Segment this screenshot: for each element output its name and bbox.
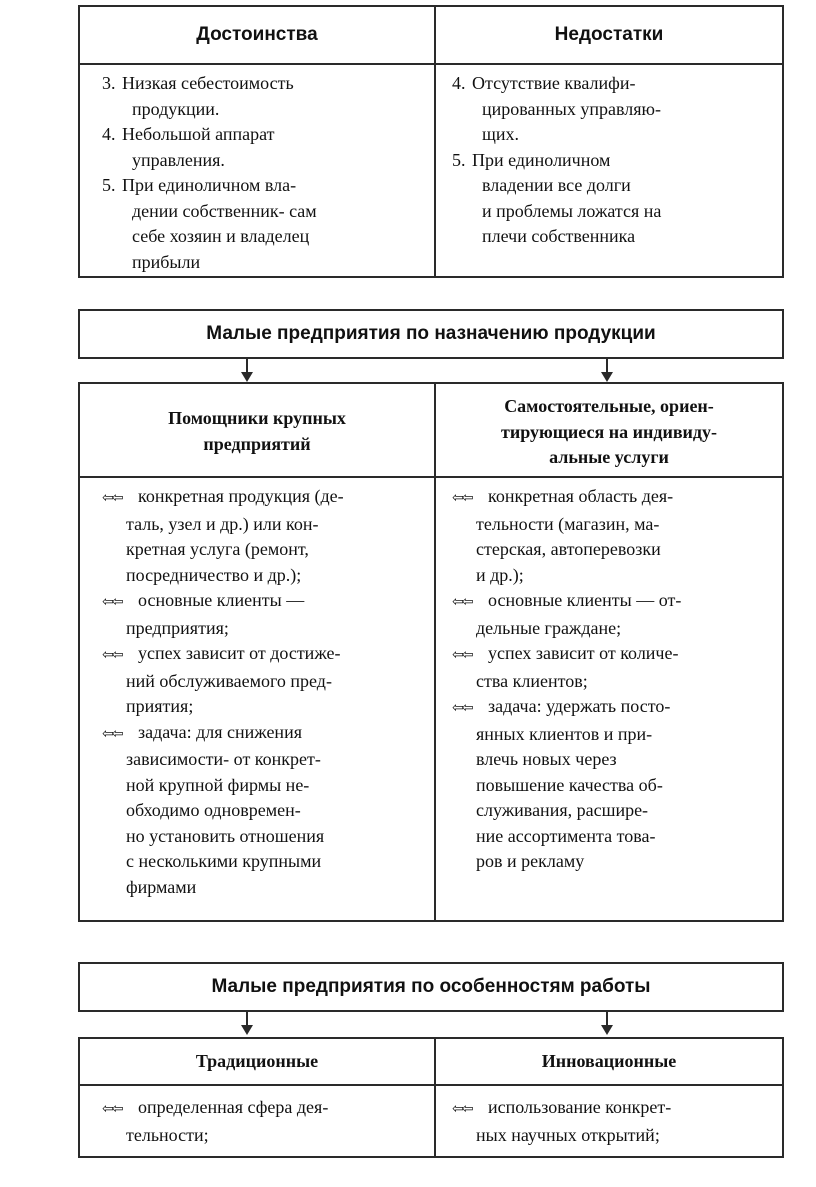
- arrow-left-2: [246, 1012, 248, 1026]
- disadvantages-list: [452, 71, 772, 250]
- list-line: [452, 641, 782, 669]
- header-line: тирующиеся на индивиду-: [500, 421, 718, 442]
- double-arrow-icon: ⇦⇦: [102, 725, 122, 742]
- independent-list: [452, 484, 782, 875]
- list-line: продукции.: [132, 98, 220, 119]
- list-line: и др.);: [476, 564, 524, 585]
- item-text: успех зависит от количе-: [488, 643, 679, 663]
- purpose-table: [78, 382, 784, 922]
- list-item: [452, 484, 782, 588]
- independent-header: [436, 394, 782, 471]
- header-line: Помощники крупных: [168, 408, 346, 428]
- list-line: ства клиентов;: [476, 670, 588, 691]
- list-line: себе хозяин и владелец: [132, 226, 310, 246]
- list-item: [452, 71, 772, 148]
- header-line: предприятий: [203, 433, 311, 454]
- list-line: [452, 484, 782, 512]
- advantages-header: Достоинства: [196, 24, 318, 45]
- list-line: приятия;: [126, 696, 194, 716]
- header-line: Самостоятельные, ориен-: [504, 396, 714, 416]
- innovative-list: [452, 1095, 782, 1148]
- item-text: конкретная область дея-: [488, 486, 674, 506]
- item-text: основные клиенты —: [138, 590, 305, 610]
- double-arrow-icon: ⇦⇦: [102, 647, 122, 663]
- list-line: [102, 122, 422, 148]
- arrow-left-1: [246, 359, 248, 373]
- list-line: ной крупной фирмы не-: [126, 774, 310, 795]
- list-item: [452, 148, 772, 250]
- list-item: [452, 694, 782, 875]
- advantages-table: [78, 5, 784, 278]
- list-line: стерская, автоперевозки: [476, 539, 661, 559]
- list-item: [102, 1095, 432, 1148]
- item-number: 5.: [452, 149, 466, 170]
- list-line: [102, 484, 432, 512]
- item-text: определенная сфера дея-: [138, 1097, 329, 1117]
- item-text: успех зависит от достиже-: [138, 643, 341, 663]
- item-text: Небольшой аппарат: [122, 124, 275, 144]
- list-line: владении все долги: [482, 175, 631, 195]
- list-item: [102, 122, 422, 173]
- double-arrow-icon: ⇦⇦: [452, 1101, 472, 1117]
- list-line: цированных управляю-: [482, 98, 661, 119]
- list-line: [452, 71, 772, 97]
- list-line: щих.: [482, 124, 519, 144]
- list-line: влечь новых через: [476, 749, 617, 769]
- list-line: посредничество и др.);: [126, 564, 302, 585]
- list-line: ний обслуживаемого пред-: [126, 670, 332, 691]
- list-line: [102, 720, 432, 748]
- item-text: При единоличном: [472, 149, 611, 170]
- item-number: 3.: [102, 73, 116, 93]
- double-arrow-icon: ⇦⇦: [452, 647, 472, 663]
- list-item: [102, 173, 422, 275]
- helpers-header: [80, 406, 434, 457]
- list-item: [102, 484, 432, 588]
- list-line: тельности (магазин, ма-: [476, 513, 660, 534]
- item-number: 5.: [102, 175, 116, 195]
- list-line: янных клиентов и при-: [476, 723, 653, 744]
- list-item: [452, 1095, 782, 1148]
- arrow-right-2-head: [601, 1025, 613, 1035]
- list-line: ние ассортимента това-: [476, 825, 656, 846]
- innovative-header: Инновационные: [541, 1051, 677, 1071]
- list-item: [102, 71, 422, 122]
- item-text: задача: для снижения: [138, 721, 302, 742]
- list-line: зависимости- от конкрет-: [126, 749, 321, 769]
- item-text: использование конкрет-: [488, 1097, 672, 1117]
- arrow-right-1: [606, 359, 608, 373]
- helpers-list: [102, 484, 432, 900]
- double-arrow-icon: ⇦⇦: [102, 1101, 122, 1117]
- item-text: При единоличном вла-: [122, 175, 297, 195]
- list-line: повышение качества об-: [476, 774, 663, 795]
- list-line: прибыли: [132, 251, 201, 272]
- list-line: [452, 148, 772, 174]
- traditional-list: [102, 1095, 432, 1148]
- arrow-left-2-head: [241, 1025, 253, 1035]
- double-arrow-icon: ⇦⇦: [452, 594, 472, 610]
- list-line: [452, 588, 782, 616]
- list-line: дении собственник- сам: [132, 200, 317, 221]
- list-line: тельности;: [126, 1124, 209, 1145]
- double-arrow-icon: ⇦⇦: [102, 490, 122, 506]
- list-line: ных научных открытий;: [476, 1124, 660, 1145]
- arrow-right-2: [606, 1012, 608, 1026]
- purpose-title: Малые предприятия по назначению продукции: [206, 323, 656, 344]
- list-item: [452, 588, 782, 641]
- work-title-box: [78, 962, 784, 1012]
- item-text: Отсутствие квалифи-: [472, 73, 636, 93]
- item-text: основные клиенты — от-: [488, 590, 682, 610]
- list-line: [102, 173, 422, 199]
- arrow-left-1-head: [241, 372, 253, 382]
- list-line: с несколькими крупными: [126, 851, 322, 871]
- list-line: [102, 1095, 432, 1123]
- item-text: Низкая себестоимость: [122, 73, 294, 93]
- purpose-title-box: [78, 309, 784, 359]
- list-line: таль, узел и др.) или кон-: [126, 513, 319, 534]
- list-line: управления.: [132, 149, 225, 170]
- list-line: обходимо одновремен-: [126, 800, 301, 820]
- list-item: [452, 641, 782, 694]
- list-line: фирмами: [126, 876, 197, 897]
- list-line: плечи собственника: [482, 226, 636, 246]
- item-text: конкретная продукция (де-: [138, 486, 344, 506]
- arrow-right-1-head: [601, 372, 613, 382]
- list-line: [452, 694, 782, 722]
- list-line: кретная услуга (ремонт,: [126, 539, 309, 559]
- double-arrow-icon: ⇦⇦: [452, 700, 472, 716]
- work-table: [78, 1037, 784, 1158]
- list-item: [102, 720, 432, 901]
- double-arrow-icon: ⇦⇦: [102, 594, 122, 610]
- list-line: [102, 641, 432, 669]
- list-line: [102, 588, 432, 616]
- item-text: задача: удержать посто-: [488, 696, 671, 716]
- disadvantages-header: Недостатки: [554, 24, 664, 45]
- list-line: ров и рекламу: [476, 851, 585, 871]
- list-item: [102, 641, 432, 720]
- traditional-header: Традиционные: [195, 1051, 319, 1071]
- item-number: 4.: [452, 73, 466, 93]
- list-item: [102, 588, 432, 641]
- item-number: 4.: [102, 124, 116, 144]
- list-line: но установить отношения: [126, 825, 325, 846]
- list-line: [452, 1095, 782, 1123]
- work-title: Малые предприятия по особенностям работы: [211, 976, 651, 997]
- list-line: [102, 71, 422, 97]
- header-line: альные услуги: [549, 447, 669, 467]
- list-line: дельные граждане;: [476, 617, 622, 638]
- list-line: предприятия;: [126, 617, 229, 638]
- double-arrow-icon: ⇦⇦: [452, 490, 472, 506]
- list-line: и проблемы ложатся на: [482, 200, 662, 221]
- list-line: служивания, расшире-: [476, 800, 649, 820]
- advantages-list: [102, 71, 422, 275]
